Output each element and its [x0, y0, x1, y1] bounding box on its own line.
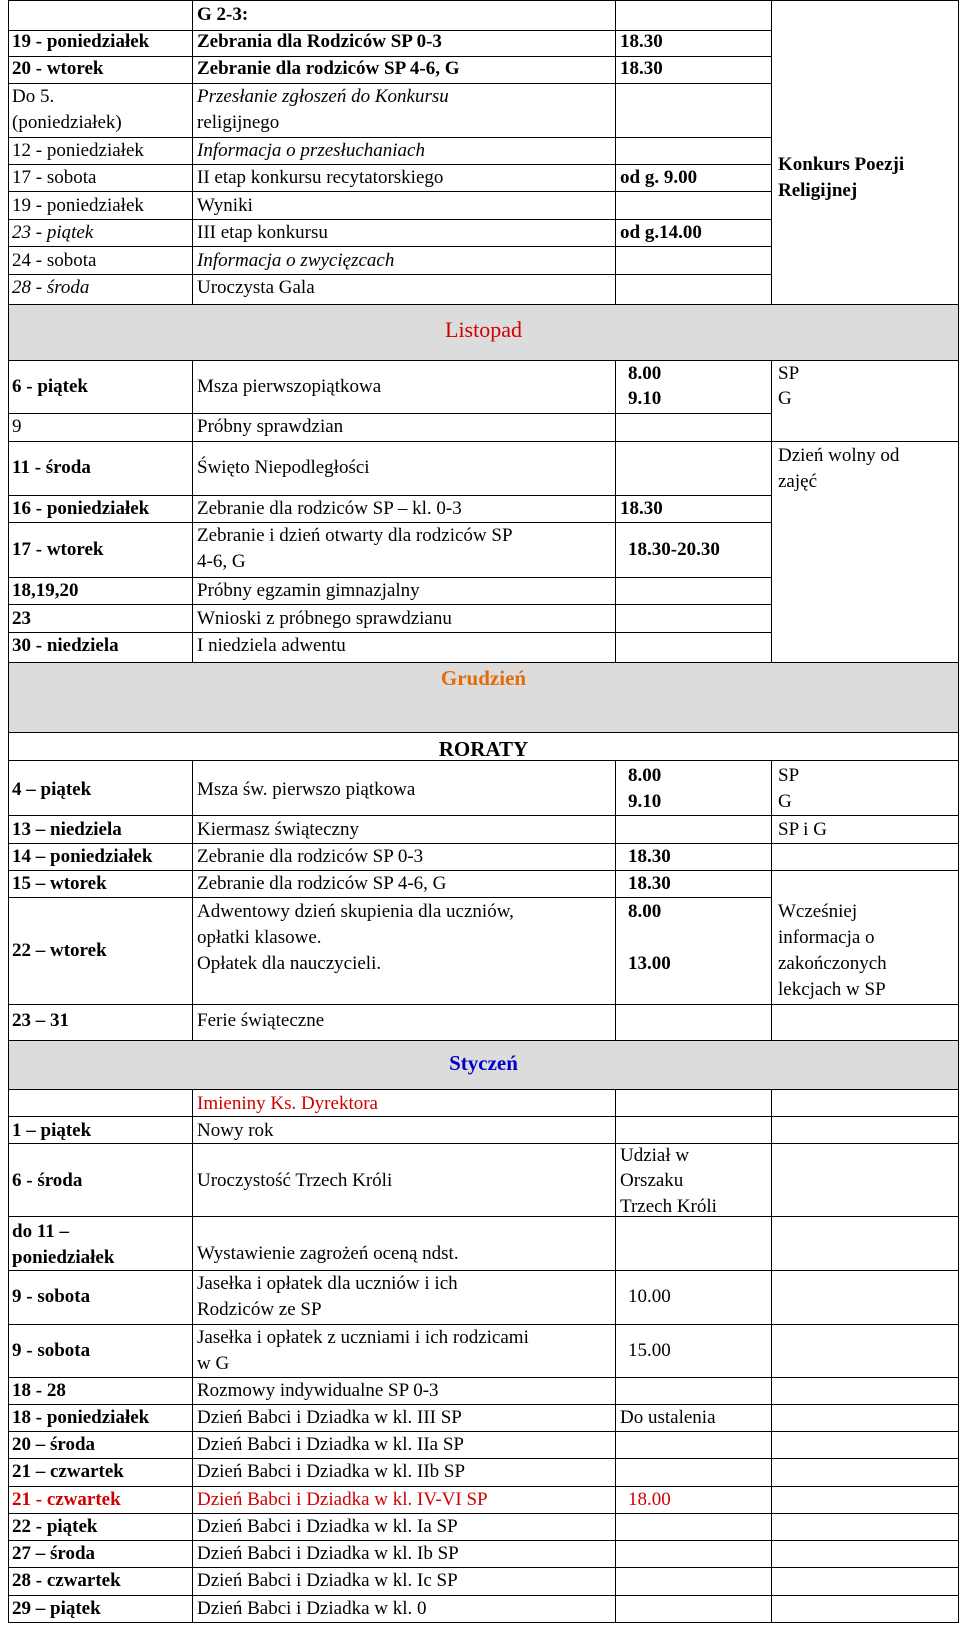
row-date: do 11 –	[12, 1221, 70, 1242]
row-event-line2: Rodziców ze SP	[197, 1299, 322, 1320]
row-event-line2: opłatki klasowe.	[197, 927, 322, 948]
row-date: 12 - poniedziałek	[12, 140, 144, 161]
row-time: od g.14.00	[620, 222, 702, 243]
row-time: 18.30	[628, 846, 671, 867]
row-note-line4: lekcjach w SP	[778, 979, 886, 1000]
row-time: Udział w	[620, 1145, 690, 1166]
row-event: Jasełka i opłatek dla uczniów i ich	[197, 1273, 458, 1294]
row-date: 18 - 28	[12, 1380, 66, 1401]
row-date: 18 - poniedziałek	[12, 1407, 150, 1428]
row-date: Do 5.	[12, 86, 55, 107]
row-event-line2: religijnego	[197, 112, 280, 133]
row-event: Dzień Babci i Dziadka w kl. IIb SP	[197, 1461, 466, 1482]
row-time-line2: 9.10	[628, 791, 662, 812]
row-event: Nowy rok	[197, 1120, 274, 1141]
row-note-line2: G	[778, 388, 792, 409]
row-event: Dzień Babci i Dziadka w kl. Ic SP	[197, 1570, 458, 1591]
row-date: 1 – piątek	[12, 1120, 92, 1141]
row-date: 21 – czwartek	[12, 1461, 124, 1482]
row-event: Uroczystość Trzech Króli	[197, 1170, 393, 1191]
row-event-line2: w G	[197, 1353, 230, 1374]
row-event: Dzień Babci i Dziadka w kl. Ib SP	[197, 1543, 459, 1564]
row-time: 18.30	[620, 498, 663, 519]
row-event: Informacja o zwycięzcach	[197, 250, 395, 271]
row-date: 9 - sobota	[12, 1286, 91, 1307]
row-date: 9	[12, 416, 22, 437]
row-date: 28 - środa	[12, 277, 90, 298]
row-date: 23 – 31	[12, 1010, 69, 1031]
row-event: Dzień Babci i Dziadka w kl. III SP	[197, 1407, 462, 1428]
group-label: G 2-3:	[197, 4, 249, 25]
row-note: SP i G	[778, 819, 827, 840]
row-event: Kiermasz świąteczny	[197, 819, 359, 840]
row-event: Zebranie i dzień otwarty dla rodziców SP	[197, 525, 513, 546]
row-event-line2: 4-6, G	[197, 551, 246, 572]
row-event: Adwentowy dzień skupienia dla uczniów,	[197, 901, 514, 922]
row-event: Wnioski z próbnego sprawdzianu	[197, 608, 452, 629]
row-time-line3: Trzech Króli	[620, 1196, 717, 1217]
row-time: 8.00	[628, 765, 662, 786]
row-event-line3: Opłatek dla nauczycieli.	[197, 953, 382, 974]
konkurs-note-text: Konkurs Poezji Religijnej	[778, 154, 905, 201]
row-time: od g. 9.00	[620, 167, 698, 188]
month-title-styczen: Styczeń	[449, 1051, 518, 1075]
row-event: Msza św. pierwszo piątkowa	[197, 779, 416, 800]
row-time: 18.30	[620, 31, 663, 52]
row-date: 15 – wtorek	[12, 873, 107, 894]
row-event: Jasełka i opłatek z uczniami i ich rodzicami	[197, 1327, 529, 1348]
row-event: Wystawienie zagrożeń oceną ndst.	[197, 1243, 459, 1264]
row-event: Próbny egzamin gimnazjalny	[197, 580, 420, 601]
row-event: Dzień Babci i Dziadka w kl. Ia SP	[197, 1516, 458, 1537]
row-event: Zebranie dla rodziców SP 4-6, G	[197, 58, 460, 79]
row-event: Rozmowy indywidualne SP 0-3	[197, 1380, 439, 1401]
row-event: Dzień Babci i Dziadka w kl. IV-VI SP	[197, 1489, 488, 1510]
row-date: 13 – niedziela	[12, 819, 122, 840]
row-note-line2: zajęć	[778, 471, 818, 492]
month-title-grudzien: Grudzień	[440, 666, 527, 690]
konkurs-note	[778, 152, 956, 204]
row-date: 4 – piątek	[12, 779, 92, 800]
row-time: 18.30	[628, 873, 671, 894]
row-date: 22 - piątek	[12, 1516, 98, 1537]
row-date: 11 - środa	[12, 457, 91, 478]
row-date-line2: (poniedziałek)	[12, 112, 122, 133]
row-time-line2: Orszaku	[620, 1170, 684, 1191]
row-event: Zebranie dla rodziców SP – kl. 0-3	[197, 498, 462, 519]
roraty-title: RORATY	[438, 737, 529, 761]
row-time: 15.00	[628, 1340, 671, 1361]
row-time: 8.00	[628, 901, 662, 922]
row-time-line2: 13.00	[628, 953, 671, 974]
row-date: 27 – środa	[12, 1543, 96, 1564]
row-date: 23 - piątek	[12, 222, 94, 243]
row-time: 18.30	[620, 58, 663, 79]
row-note-line2: informacja o	[778, 927, 875, 948]
row-event: I niedziela adwentu	[197, 635, 346, 656]
row-date: 20 – środa	[12, 1434, 96, 1455]
row-time-line2: 9.10	[628, 388, 662, 409]
row-note: SP	[778, 363, 800, 384]
row-date: 23	[12, 608, 31, 629]
row-date: 6 - środa	[12, 1170, 83, 1191]
row-event: Informacja o przesłuchaniach	[197, 140, 425, 161]
row-event: Imieniny Ks. Dyrektora	[197, 1093, 378, 1114]
row-time: 10.00	[628, 1286, 671, 1307]
row-time: 18.00	[628, 1489, 671, 1510]
row-date: 19 - poniedziałek	[12, 31, 150, 52]
row-note: SP	[778, 765, 800, 786]
row-event: Próbny sprawdzian	[197, 416, 344, 437]
row-note: Wcześniej	[778, 901, 858, 922]
row-date: 30 - niedziela	[12, 635, 119, 656]
row-event: Ferie świąteczne	[197, 1010, 325, 1031]
row-date: 14 – poniedziałek	[12, 846, 153, 867]
row-event: Zebranie dla rodziców SP 0-3	[197, 846, 424, 867]
row-note-line3: zakończonych	[778, 953, 887, 974]
row-event: Przesłanie zgłoszeń do Konkursu	[197, 86, 449, 107]
row-date: 6 - piątek	[12, 376, 88, 397]
row-date-line2: poniedziałek	[12, 1247, 115, 1268]
row-date: 18,19,20	[12, 580, 79, 601]
row-time: 18.30-20.30	[628, 539, 720, 560]
row-event: Zebranie dla rodziców SP 4-6, G	[197, 873, 447, 894]
row-event: Dzień Babci i Dziadka w kl. IIa SP	[197, 1434, 464, 1455]
row-event: Zebrania dla Rodziców SP 0-3	[197, 31, 442, 52]
row-date: 22 – wtorek	[12, 940, 107, 961]
row-date: 28 - czwartek	[12, 1570, 121, 1591]
row-note-line2: G	[778, 791, 792, 812]
row-date: 17 - wtorek	[12, 539, 104, 560]
row-date: 17 - sobota	[12, 167, 97, 188]
row-event: Święto Niepodległości	[197, 457, 370, 478]
row-date: 19 - poniedziałek	[12, 195, 144, 216]
row-date: 21 - czwartek	[12, 1489, 121, 1510]
row-date: 29 – piątek	[12, 1598, 101, 1619]
month-title-listopad: Listopad	[445, 317, 522, 342]
row-time: Do ustalenia	[620, 1407, 716, 1428]
row-note: Dzień wolny od	[778, 445, 900, 466]
row-date: 9 - sobota	[12, 1340, 91, 1361]
row-event: II etap konkursu recytatorskiego	[197, 167, 444, 188]
row-date: 24 - sobota	[12, 250, 97, 271]
row-event: Wyniki	[197, 195, 253, 216]
row-time: 8.00	[628, 363, 662, 384]
row-date: 16 - poniedziałek	[12, 498, 150, 519]
row-event: III etap konkursu	[197, 222, 328, 243]
row-event: Msza pierwszopiątkowa	[197, 376, 382, 397]
row-event: Dzień Babci i Dziadka w kl. 0	[197, 1598, 427, 1619]
row-event: Uroczysta Gala	[197, 277, 315, 298]
row-date: 20 - wtorek	[12, 58, 104, 79]
